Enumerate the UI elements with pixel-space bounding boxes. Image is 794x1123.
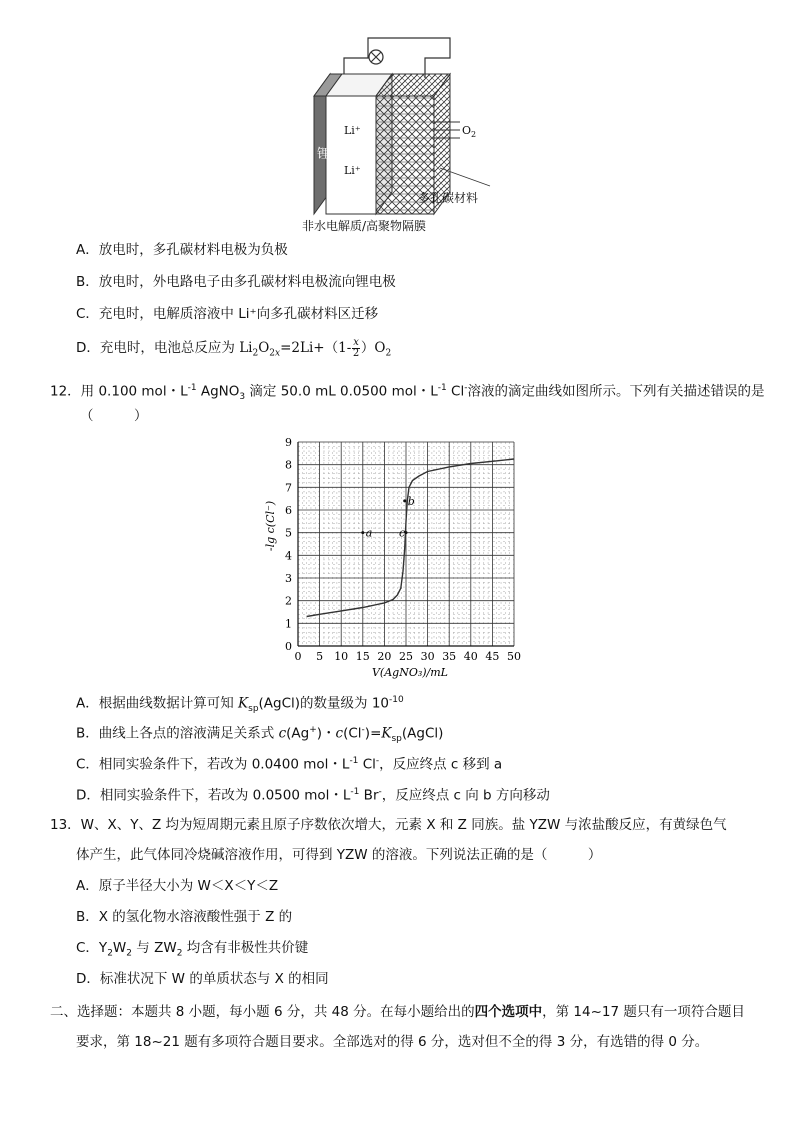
q11-d-prefix: D．充电时，电池总反应为	[76, 340, 240, 356]
y-tick-label: 5	[285, 526, 292, 540]
fraction: $\frac{x}{2}$	[352, 337, 360, 359]
q13-option-c: C．$Y_2W_2$ 与 $ZW_2$ 均含有非极性共价键	[76, 940, 309, 959]
y-tick-label: 7	[285, 481, 292, 495]
x-tick-label: 45	[485, 650, 500, 663]
external-wire	[344, 38, 450, 78]
x-tick-label: 25	[399, 650, 413, 663]
section-2-line1: 二、选择题：本题共 8 小题，每小题 6 分，共 48 分。在每小题给出的四个选项中，第 14~17 题只有一项符合题目	[50, 1004, 745, 1020]
q13-option-a: A．原子半径大小为 W＜X＜Y＜Z	[76, 878, 279, 894]
q13-option-d: D．标准状况下 W 的单质状态与 X 的相同	[76, 971, 329, 987]
x-tick-label: 35	[442, 650, 457, 663]
point-a	[361, 531, 364, 534]
titration-chart	[262, 430, 532, 680]
q12-stem: 12．用 0.100 mol・$L^{-1}$ AgNO$_3$ 滴定 50.0 mL 0.0500 mol・$L^{-1}$ Cl-溶液的滴定曲线如图所示。下列有关描述错误的是	[50, 383, 765, 403]
li-ion-label: Li⁺	[344, 164, 361, 177]
point-b	[403, 499, 406, 502]
x-axis-label: V(AgNO₃)/mL	[371, 666, 449, 679]
y-tick-label: 6	[285, 504, 292, 517]
chart-grid	[298, 442, 514, 646]
y-tick-label: 3	[285, 572, 292, 585]
section-2-line2: 要求，第 18~21 题有多项符合题目要求。全部选对的得 6 分，选对但不全的得 3 分，有选错的得 0 分。	[76, 1034, 709, 1050]
q13-option-b: B．X 的氢化物水溶液酸性强于 Z 的	[76, 909, 293, 925]
o2-label: $O_2$	[462, 124, 477, 139]
q13-stem-line2: 体产生，此气体同冷烧碱溶液作用，可得到 YZW 的溶液。下列说法正确的是（ ）	[76, 847, 602, 863]
q11-option-a: A．放电时，多孔碳材料电极为负极	[76, 242, 288, 258]
x-tick-label: 50	[507, 650, 521, 663]
x-tick-label: 20	[377, 650, 392, 663]
y-axis-label: -lg c(Cl⁻)	[264, 500, 277, 552]
point-label-a: a	[365, 526, 373, 540]
chart-axes	[285, 436, 521, 663]
y-tick-label: 9	[285, 436, 292, 449]
q12-option-c: C．相同实验条件下，若改为 0.0400 mol・$L^{-1}$ Cl-，反应终点 c 移到 a	[76, 756, 503, 773]
point-label-c: c	[399, 526, 406, 540]
membrane-label: 非水电解质/高聚物隔膜	[302, 219, 427, 233]
q12-answer-paren: （ ）	[80, 408, 148, 424]
lithium-label: 锂	[317, 147, 331, 162]
battery-diagram	[300, 30, 530, 235]
x-tick-label: 40	[463, 650, 478, 663]
y-tick-label: 8	[285, 458, 292, 472]
q13-stem-line1: 13．W、X、Y、Z 均为短周期元素且原子序数依次增大，元素 X 和 Z 同族。盐 YZW 与浓盐酸反应，有黄绿色气	[50, 817, 727, 833]
x-tick-label: 5	[316, 650, 324, 663]
q11-option-b: B．放电时，外电路电子由多孔碳材料电极流向锂电极	[76, 274, 396, 290]
q12-option-b: B．曲线上各点的溶液满足关系式 c(Ag+)・$c(Cl^-)=K_{sp}(AgCl)$	[76, 725, 444, 745]
x-tick-label: 10	[334, 650, 349, 663]
x-tick-label: 30	[420, 650, 435, 663]
q12-option-a: A．根据曲线数据计算可知 $K_{sp}(AgCl)$的数量级为 $10^{-10}$	[76, 695, 404, 715]
x-tick-label: 0	[294, 650, 302, 663]
point-label-b: b	[407, 494, 415, 508]
li-ion-label: Li⁺	[344, 124, 361, 137]
q12-option-d: D．相同实验条件下，若改为 0.0500 mol・$L^{-1}$ Br-，反应终点 c 向 b 方向移动	[76, 787, 550, 804]
y-tick-label: 0	[285, 640, 292, 653]
y-tick-label: 2	[285, 594, 292, 608]
porous-carbon-label: 多孔碳材料	[418, 191, 479, 205]
q11-d-formula: $Li_2O_{2x}=2Li+(1-$ $\frac{x}{2}$ ）$O_2$	[239, 337, 392, 359]
y-tick-label: 4	[285, 549, 292, 563]
y-tick-label: 1	[285, 617, 292, 631]
q11-option-d	[76, 338, 391, 364]
x-tick-label: 15	[355, 650, 370, 663]
q11-option-c: C．充电时，电解质溶液中 Li⁺向多孔碳材料区迁移	[76, 306, 379, 322]
